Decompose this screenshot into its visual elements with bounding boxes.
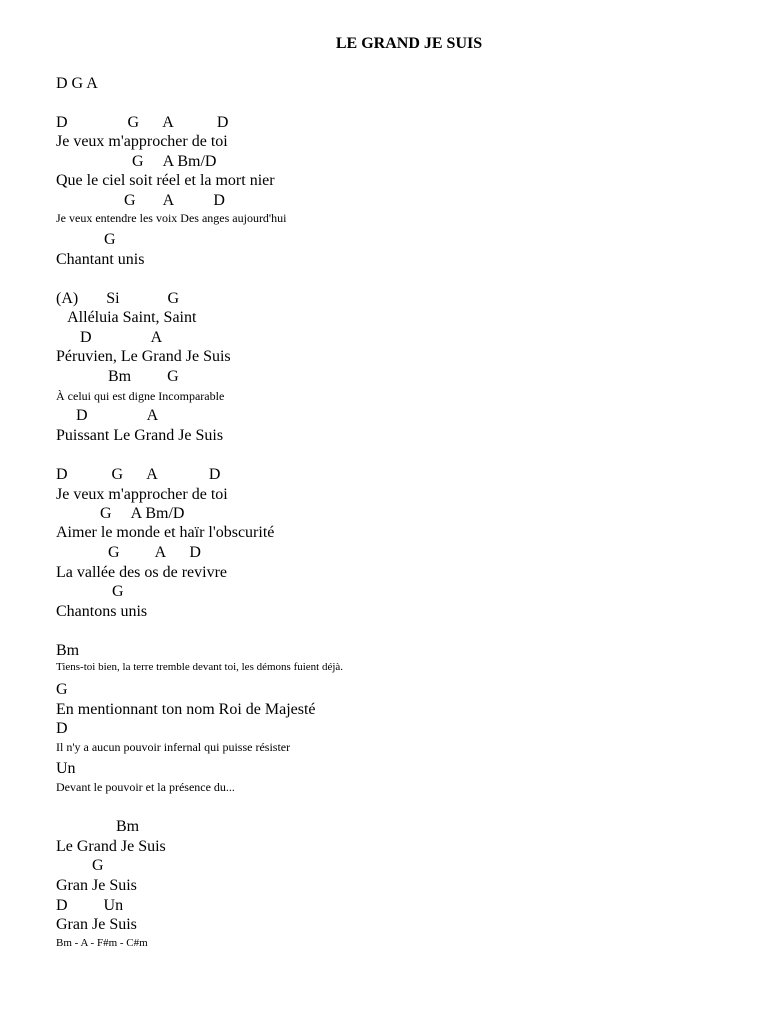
lyric-line: Aimer le monde et haïr l'obscurité	[56, 524, 275, 541]
chord-line: D G A D	[56, 466, 221, 483]
chord-line: G A Bm/D	[56, 153, 217, 170]
chord-line: (A) Si G	[56, 290, 180, 307]
lyric-line: Tiens-toi bien, la terre tremble devant toi, les démons fuient déjà.	[56, 661, 344, 673]
lyric-line: À celui qui est digne Incomparable	[56, 389, 225, 403]
lyric-line: La vallée des os de revivre	[56, 564, 228, 581]
lyric-line: Péruvien, Le Grand Je Suis	[56, 348, 231, 365]
chord-line: G A Bm/D	[56, 505, 185, 522]
chord-line: D G A D	[56, 114, 229, 131]
lyric-line: Il n'y a aucun pouvoir infernal qui puisse résister	[56, 740, 291, 754]
chord-line: D A	[56, 407, 159, 424]
lyric-line: Puissant Le Grand Je Suis	[56, 427, 224, 444]
lyric-line: Je veux m'approcher de toi	[56, 486, 228, 503]
lyric-line: Devant le pouvoir et la présence du...	[56, 780, 235, 794]
chord-line: D A	[56, 329, 163, 346]
chord-line: G	[56, 583, 124, 600]
chord-line: G	[56, 681, 68, 698]
chord-line: Bm	[56, 642, 80, 659]
chord-line: G A D	[56, 544, 201, 561]
chord-line: G	[56, 857, 104, 874]
chord-line: Bm	[56, 818, 140, 835]
chord-line: D Un	[56, 897, 124, 914]
lyric-line: Alléluia Saint, Saint	[56, 309, 197, 326]
lyric-line: Gran Je Suis	[56, 916, 137, 933]
lyric-line: Gran Je Suis	[56, 877, 137, 894]
chord-line: Bm G	[56, 368, 179, 385]
song-title: LE GRAND JE SUIS	[335, 35, 483, 52]
lyric-line: Le Grand Je Suis	[56, 838, 166, 855]
chord-line: D	[56, 720, 68, 737]
lyric-line: Je veux entendre les voix Des anges aujourd'hui	[56, 211, 287, 225]
chord-progression: Bm - A - F#m - C#m	[56, 937, 148, 949]
chord-line: G A D	[56, 192, 225, 209]
chord-line: Un	[56, 760, 76, 777]
lyric-line: En mentionnant ton nom Roi de Majesté	[56, 701, 316, 718]
chord-line: G	[56, 231, 116, 248]
chord-line: D G A	[56, 75, 98, 92]
lyric-line: Chantant unis	[56, 251, 145, 268]
lyric-line: Que le ciel soit réel et la mort nier	[56, 172, 275, 189]
lyric-line: Chantons unis	[56, 603, 148, 620]
lyric-line: Je veux m'approcher de toi	[56, 133, 228, 150]
